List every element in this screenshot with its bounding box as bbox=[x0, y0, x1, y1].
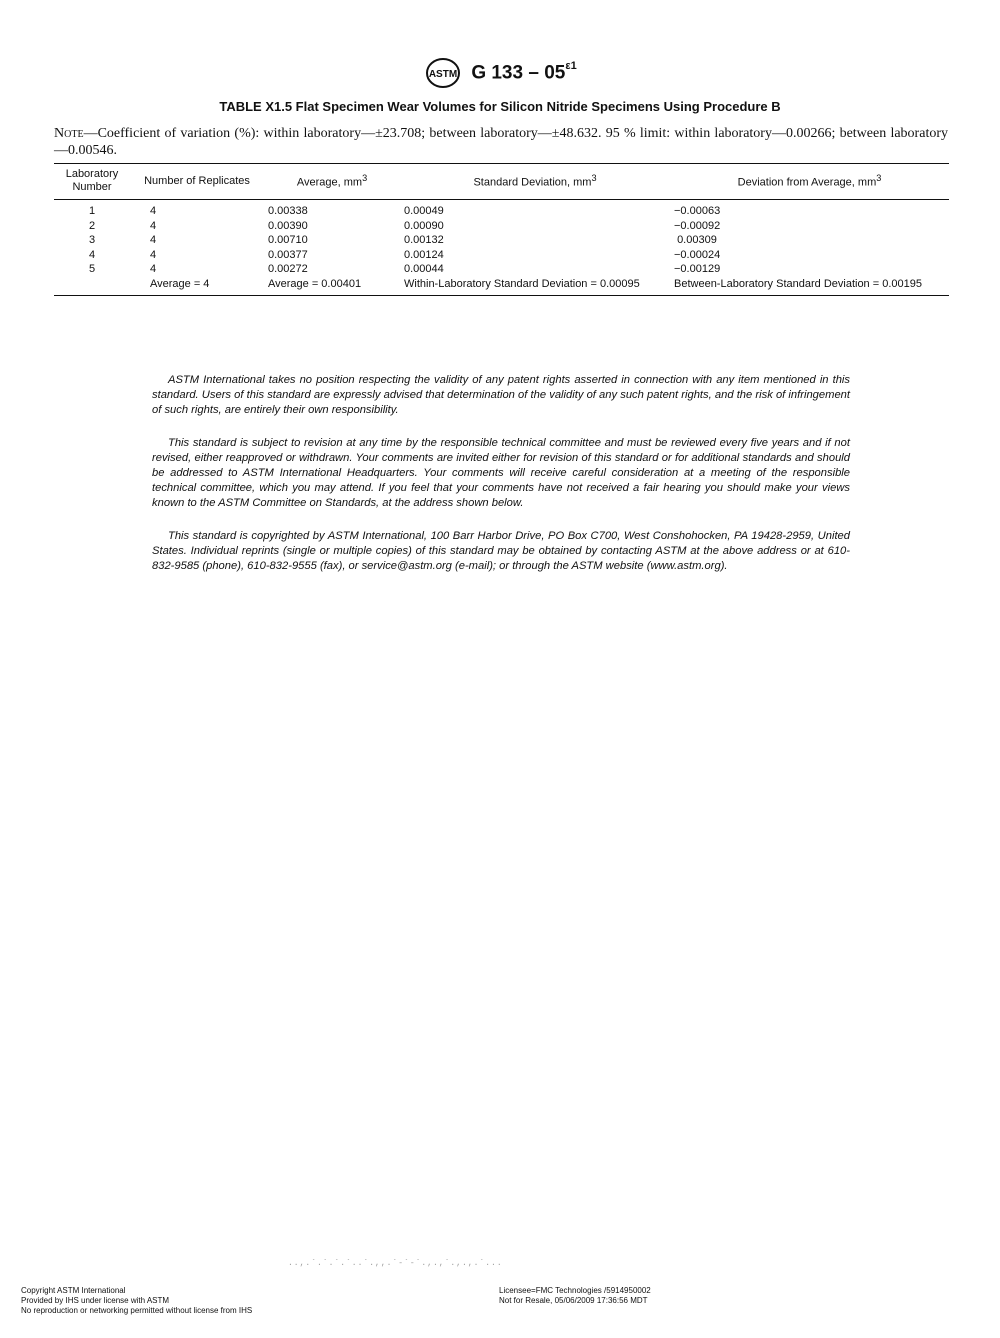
cell-replicates: 4 bbox=[150, 205, 157, 217]
footer-provider: Provided by IHS under license with ASTM bbox=[21, 1296, 170, 1305]
wear-volume-table bbox=[54, 163, 949, 296]
table-row bbox=[54, 262, 949, 277]
header-lab-number: Laboratory Number bbox=[54, 164, 130, 200]
cell-lab: 5 bbox=[88, 263, 96, 276]
footer-resale: Not for Resale, 05/06/2009 17:36:56 MDT bbox=[499, 1296, 648, 1305]
summary-lab bbox=[54, 277, 130, 295]
table-summary-row bbox=[54, 277, 949, 295]
summary-average: Average = 0.00401 bbox=[264, 277, 400, 295]
summary-replicates: Average = 4 bbox=[130, 277, 264, 295]
revision-notice: This standard is subject to revision at any time by the responsible technical committee and must be reviewed every five years and if not revised, either reapproved or withdrawn. Your comments are invited either for revision of this standard or for additional standards and should be addressed to ASTM International Headquarters. Your comments will receive careful consideration at a meeting of the responsible technical committee, which you may attend. If you feel that your comments have not received a fair hearing you should make your views known to the ASTM Committee on Standards, at the address shown below. bbox=[152, 437, 850, 509]
note-text: —Coefficient of variation (%): within laboratory—±23.708; between laboratory—±48.632. 95 % limit: within laboratory—0.00266; between laboratory—0.00546. bbox=[54, 126, 948, 158]
cell-average: 0.00272 bbox=[268, 263, 308, 276]
footer-left bbox=[21, 1286, 252, 1316]
table-title: TABLE X1.5 Flat Specimen Wear Volumes for Silicon Nitride Specimens Using Procedure B bbox=[219, 99, 781, 114]
cell-average: 0.00338 bbox=[268, 205, 308, 217]
cell-lab: 3 bbox=[88, 234, 96, 247]
cell-deviation: −0.00063 bbox=[674, 205, 721, 217]
patent-notice: ASTM International takes no position respecting the validity of any patent rights asserted in connection with any item mentioned in this standard. Users of this standard are expressly advised that determination of the validity of any such patent rights, and the risk of infringement of such rights, are entirely their own responsibility. bbox=[152, 374, 850, 416]
footer-copyright: Copyright ASTM International bbox=[21, 1286, 126, 1295]
footer-right bbox=[499, 1286, 651, 1306]
summary-within-lab-stdev: Within-Laboratory Standard Deviation = 0.00095 bbox=[400, 277, 670, 295]
table-row bbox=[54, 233, 949, 248]
cell-average: 0.00710 bbox=[268, 234, 308, 247]
cell-average: 0.00390 bbox=[268, 219, 308, 232]
table-row bbox=[54, 219, 949, 234]
cell-average: 0.00377 bbox=[268, 248, 308, 261]
cell-deviation: −0.00024 bbox=[674, 248, 721, 261]
header-standard-deviation: Standard Deviation, $mm^3$ bbox=[400, 164, 670, 200]
cell-replicates: 4 bbox=[150, 234, 157, 247]
footer-licensee: Licensee=FMC Technologies /5914950002 bbox=[499, 1286, 651, 1295]
legal-notices bbox=[152, 373, 850, 593]
epsilon-superscript: ε1 bbox=[565, 59, 577, 72]
cell-replicates: 4 bbox=[150, 219, 157, 232]
copyright-notice: This standard is copyrighted by ASTM International, 100 Barr Harbor Drive, PO Box C700, West Conshohocken, PA 19428-2959, United States. Individual reprints (single or multiple copies) of this standard may be obtained by contacting ASTM at the above address or at 610-832-9585 (phone), 610-832-9555 (fax), or service@astm.org (e-mail); or through the ASTM website (www.astm.org). bbox=[152, 530, 850, 572]
table-row bbox=[54, 200, 949, 219]
cell-stdev: 0.00124 bbox=[404, 248, 444, 261]
cell-replicates: 4 bbox=[150, 263, 157, 276]
designation-text: G 133 – 05 bbox=[471, 62, 566, 84]
cell-stdev: 0.00132 bbox=[404, 234, 444, 247]
header-replicates: Number of Replicates bbox=[130, 164, 264, 200]
cell-lab: 1 bbox=[88, 205, 96, 217]
astm-logo-icon bbox=[423, 56, 463, 90]
cell-deviation: −0.00129 bbox=[674, 263, 721, 276]
cell-lab: 2 bbox=[88, 219, 96, 232]
cell-stdev: 0.00049 bbox=[404, 205, 444, 217]
cell-replicates: 4 bbox=[150, 248, 157, 261]
cell-deviation: −0.00092 bbox=[674, 219, 721, 232]
standard-designation bbox=[471, 59, 577, 84]
table-note bbox=[54, 125, 948, 159]
cell-stdev: 0.00090 bbox=[404, 219, 444, 232]
cell-deviation: 0.00309 bbox=[677, 234, 717, 247]
scan-artifact: ..,.`.`.`.`..`.,,.`-`-`.,.,`.,.,.`... bbox=[288, 1259, 503, 1268]
note-label: Note bbox=[54, 126, 84, 141]
cell-stdev: 0.00044 bbox=[404, 263, 444, 276]
logo-text: ASTM bbox=[429, 69, 458, 80]
summary-between-lab-stdev: Between-Laboratory Standard Deviation = 0.00195 bbox=[670, 277, 949, 295]
document-header bbox=[0, 56, 1000, 90]
cell-lab: 4 bbox=[88, 248, 96, 261]
header-deviation-from-average: Deviation from Average, $mm^3$ bbox=[670, 164, 949, 200]
table-header-row bbox=[54, 164, 949, 200]
table-row bbox=[54, 248, 949, 263]
footer-reproduction: No reproduction or networking permitted without license from IHS bbox=[21, 1306, 253, 1315]
header-average: Average, $mm^3$ bbox=[264, 164, 400, 200]
